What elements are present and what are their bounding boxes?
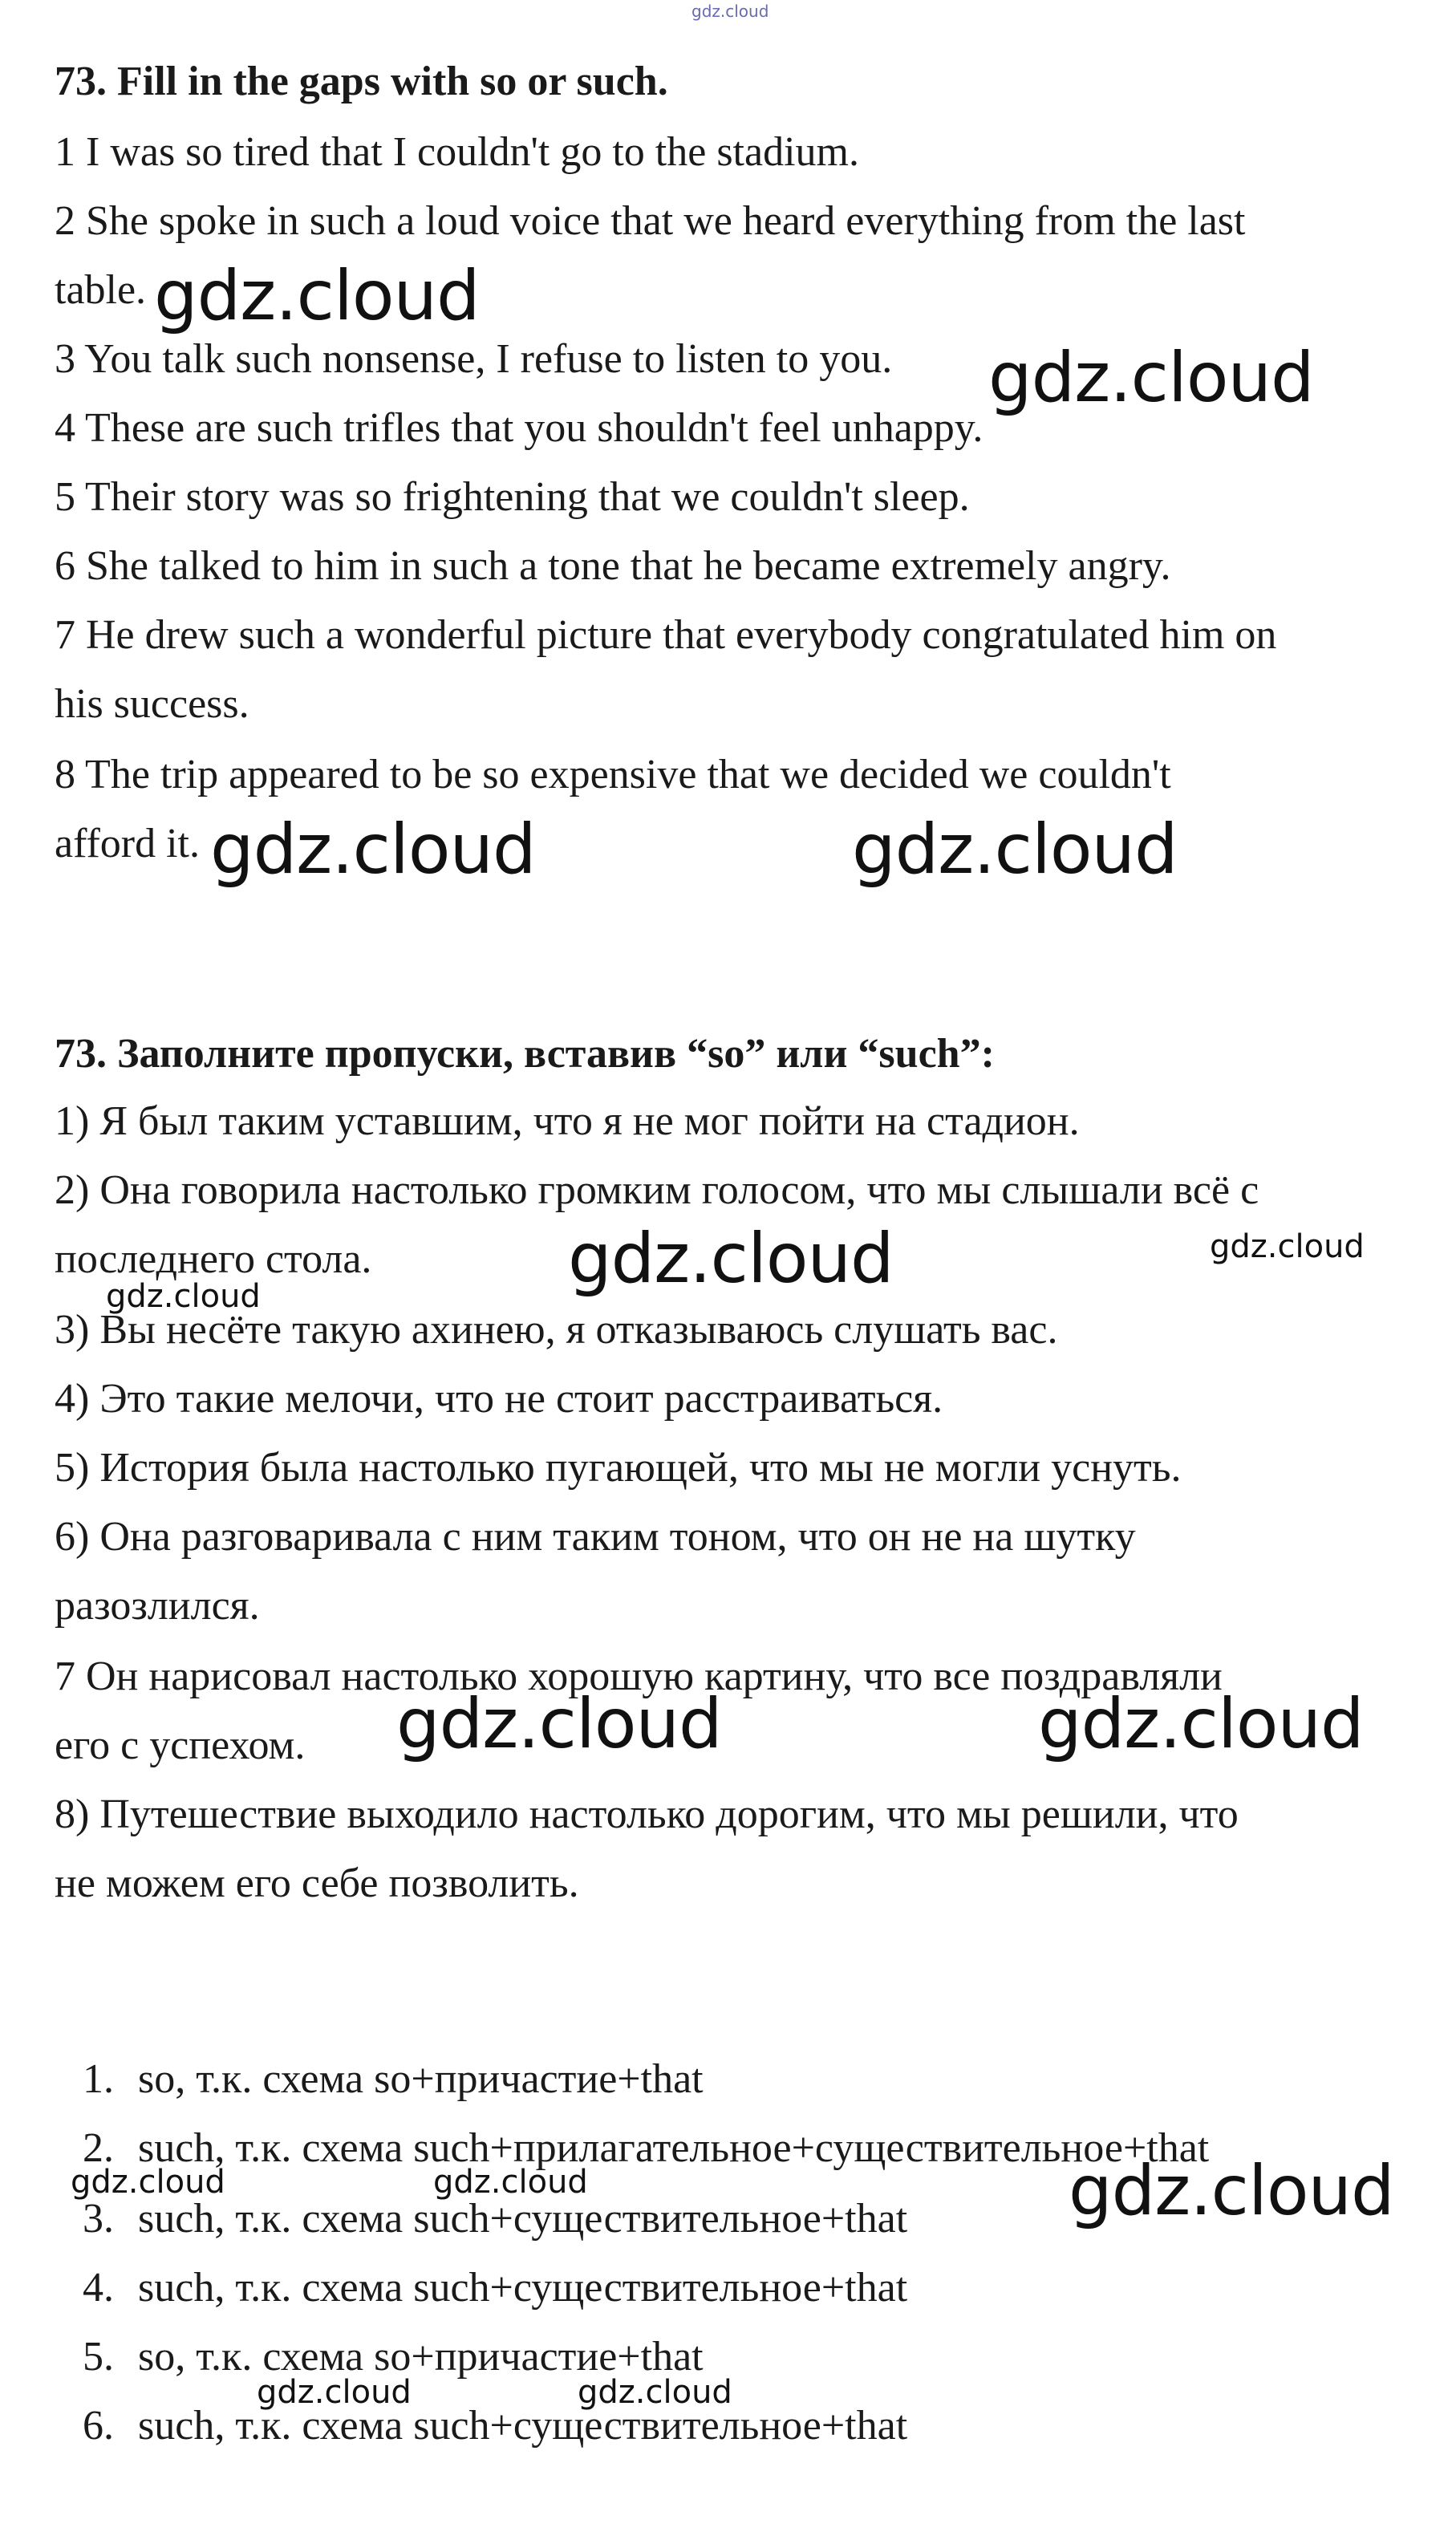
answer-number: 5. [83, 2334, 114, 2380]
watermark: gdz.cloud [1069, 2151, 1394, 2231]
watermark: gdz.cloud [71, 2164, 225, 2201]
watermark: gdz.cloud [568, 1219, 894, 1299]
watermark: gdz.cloud [210, 809, 536, 890]
watermark: gdz.cloud [396, 1684, 722, 1764]
answer-number: 3. [83, 2196, 114, 2242]
answer-text: such, т.к. схема such+существительное+that [138, 2403, 908, 2449]
russian-line: 3) Вы несёте такую ахинею, я отказываюсь слушать вас. [55, 1307, 1058, 1353]
answer-number: 2. [83, 2125, 114, 2171]
english-line: 2 She spoke in such a loud voice that we heard everything from the last [55, 198, 1246, 244]
answer-number: 6. [83, 2403, 114, 2449]
russian-line: 4) Это такие мелочи, что не стоит расстраиваться. [55, 1376, 943, 1422]
english-line: 7 He drew such a wonderful picture that everybody congratulated him on [55, 612, 1277, 658]
watermark: gdz.cloud [988, 338, 1314, 418]
russian-line: 5) История была настолько пугающей, что мы не могли уснуть. [55, 1445, 1182, 1491]
russian-line: разозлился. [55, 1583, 260, 1629]
english-line: afford it. [55, 821, 200, 866]
watermark: gdz.cloud [1038, 1684, 1364, 1764]
watermark: gdz.cloud [433, 2164, 588, 2201]
english-line: his success. [55, 681, 249, 727]
top-watermark: gdz.cloud [691, 2, 769, 21]
answer-text: so, т.к. схема so+причастие+that [138, 2334, 704, 2380]
russian-line: 8) Путешествие выходило настолько дорогим, что мы решили, что [55, 1791, 1239, 1837]
watermark: gdz.cloud [257, 2374, 412, 2411]
russian-line: 6) Она разговаривала с ним таким тоном, что он не на шутку [55, 1514, 1136, 1560]
russian-line: его с успехом. [55, 1722, 306, 1768]
english-line: 5 Their story was so frightening that we couldn't sleep. [55, 474, 970, 520]
answer-text: so, т.к. схема so+причастие+that [138, 2056, 704, 2102]
english-line: 1 I was so tired that I couldn't go to the stadium. [55, 129, 859, 175]
watermark: gdz.cloud [1210, 1228, 1365, 1265]
english-line: 8 The trip appeared to be so expensive that we decided we couldn't [55, 752, 1171, 797]
english-line: table. [55, 267, 147, 313]
watermark: gdz.cloud [106, 1278, 261, 1315]
russian-line: 2) Она говорила настолько громким голосом, что мы слышали всё с [55, 1167, 1259, 1213]
russian-line: не можем его себе позволить. [55, 1860, 579, 1906]
answer-number: 1. [83, 2056, 114, 2102]
russian-heading: 73. Заполните пропуски, вставив “so” или “such”: [55, 1031, 995, 1077]
watermark: gdz.cloud [852, 809, 1178, 890]
english-line: 3 You talk such nonsense, I refuse to listen to you. [55, 336, 893, 382]
answer-text: such, т.к. схема such+прилагательное+существительное+that [138, 2125, 1210, 2171]
watermark: gdz.cloud [578, 2374, 732, 2411]
russian-line: 7 Он нарисовал настолько хорошую картину, что все поздравляли [55, 1653, 1223, 1699]
answer-text: such, т.к. схема such+существительное+that [138, 2265, 908, 2311]
watermark: gdz.cloud [154, 256, 480, 336]
answer-number: 4. [83, 2265, 114, 2311]
russian-line: последнего стола. [55, 1236, 372, 1282]
russian-line: 1) Я был таким уставшим, что я не мог пойти на стадион. [55, 1098, 1080, 1144]
english-line: 4 These are such trifles that you shouldn't feel unhappy. [55, 405, 984, 451]
answer-text: such, т.к. схема such+существительное+that [138, 2196, 908, 2242]
english-line: 6 She talked to him in such a tone that he became extremely angry. [55, 543, 1171, 589]
english-heading: 73. Fill in the gaps with so or such. [55, 59, 668, 104]
